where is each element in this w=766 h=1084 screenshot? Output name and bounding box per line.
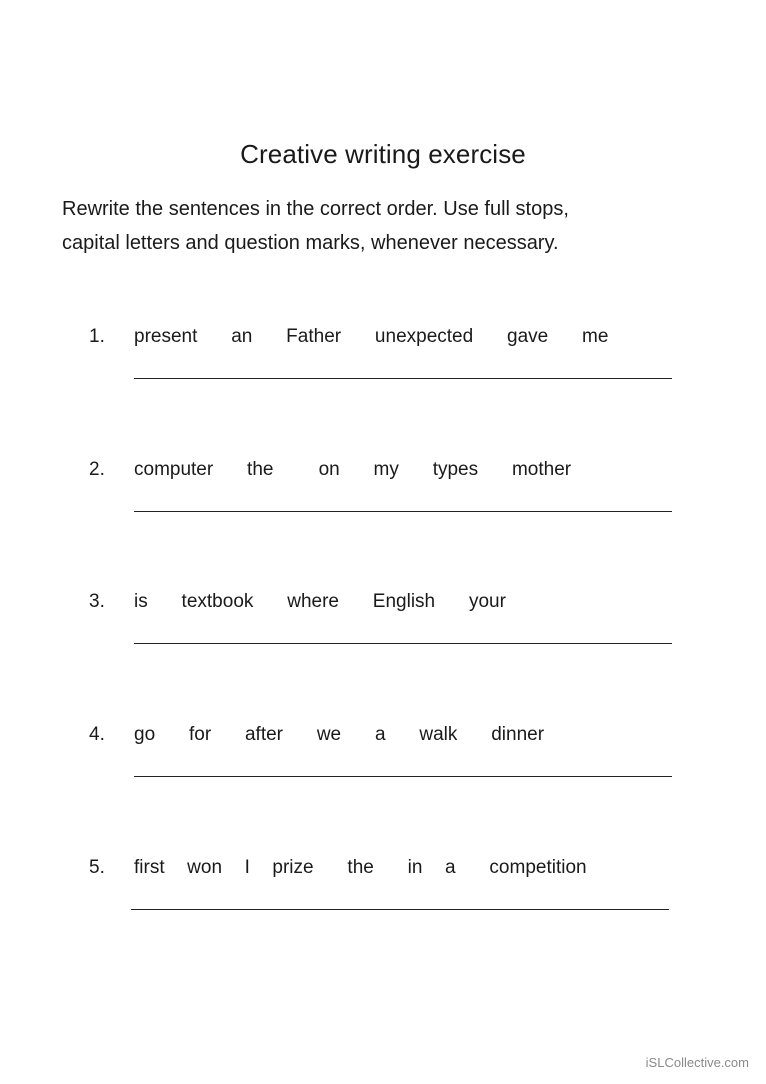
page-title: Creative writing exercise [240,139,526,169]
item-number: 5. [89,857,105,878]
exercise-item-3 [0,590,766,670]
exercise-item-2 [0,458,766,538]
scrambled-words: first won I prize the in a competition [134,857,587,878]
site-watermark: iSLCollective.com [645,1055,749,1070]
scrambled-words: computer the on my types mother [134,459,572,480]
exercise-item-5 [0,856,766,936]
answer-line [134,643,672,644]
item-number: 1. [89,326,105,347]
scrambled-words: present an Father unexpected gave me [134,326,609,347]
item-number: 4. [89,724,105,745]
answer-line [134,378,672,379]
scrambled-words: go for after we a walk dinner [134,724,545,745]
exercise-item-4 [0,723,766,803]
answer-line [131,909,669,910]
item-number: 2. [89,459,105,480]
exercise-item-1 [0,325,766,405]
answer-line [134,511,672,512]
instructions-line-2: capital letters and question marks, whenever necessary. [62,232,559,254]
scrambled-words: is textbook where English your [134,591,506,612]
instructions-line-1: Rewrite the sentences in the correct order. Use full stops, [62,198,569,220]
answer-line [134,776,672,777]
item-number: 3. [89,591,105,612]
instructions [62,192,702,260]
